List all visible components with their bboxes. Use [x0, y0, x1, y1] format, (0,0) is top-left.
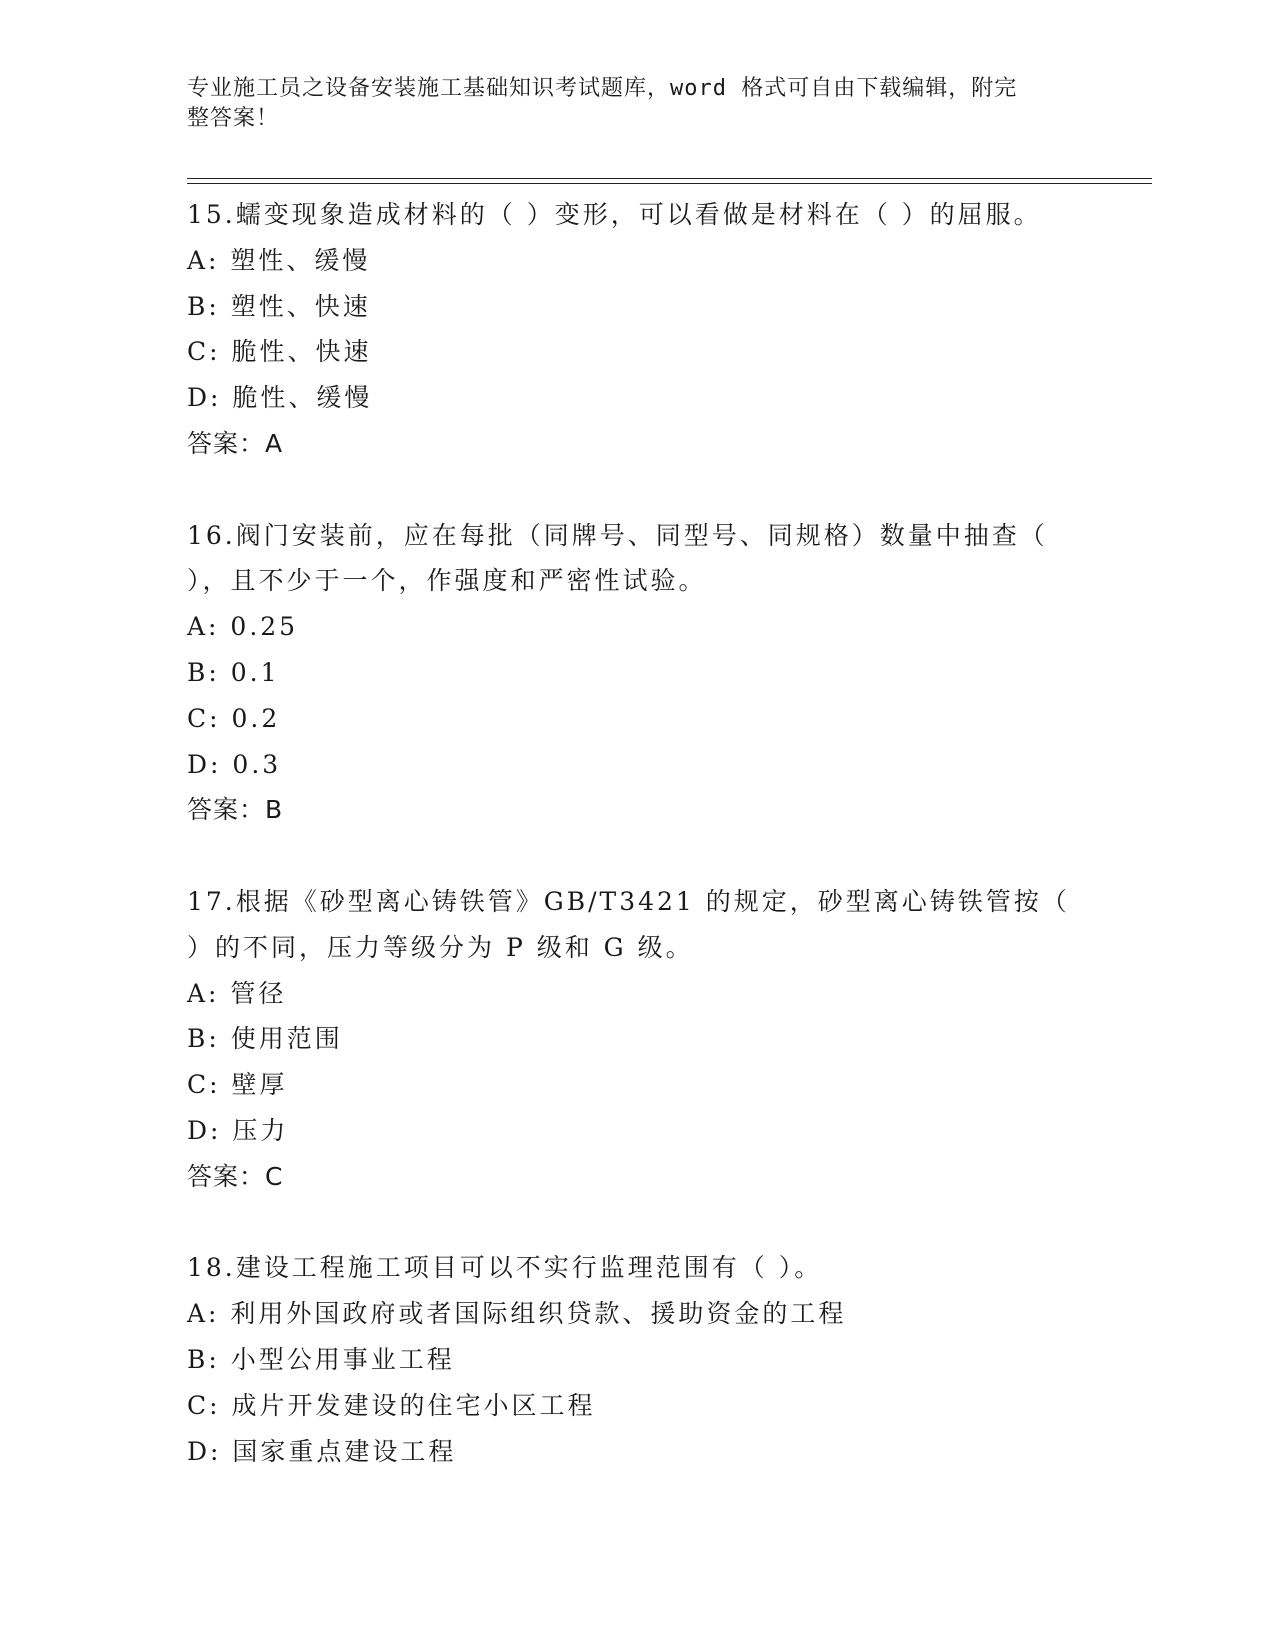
- option-d: D: 压力: [187, 1115, 289, 1145]
- document-header-note: [187, 74, 1077, 134]
- question-list: [187, 192, 1087, 1520]
- option-b: B: 使用范围: [187, 1024, 343, 1054]
- answer-label: 答案：C: [187, 1161, 284, 1191]
- option-b: B: 塑性、快速: [187, 291, 371, 321]
- header-divider-bottom: [187, 183, 1152, 184]
- question-stem: 15.蠕变现象造成材料的（ ）变形，可以看做是材料在（ ）的屈服。: [187, 200, 1042, 229]
- answer-label: 答案：A: [187, 428, 284, 458]
- option-c: C: 壁厚: [187, 1070, 288, 1100]
- option-d: D: 脆性、缓慢: [187, 383, 373, 413]
- question-18: [187, 1245, 1087, 1474]
- header-note-line-2: 整答案！: [187, 106, 280, 131]
- option-a: A: 管径: [187, 978, 287, 1008]
- question-15: [187, 192, 1087, 467]
- question-stem: 17.根据《砂型离心铸铁管》GB/T3421 的规定，砂型离心铸铁管按（: [187, 886, 1070, 916]
- question-stem-continued: ）的不同，压力等级分为 P 级和 G 级。: [187, 932, 694, 962]
- question-16: [187, 513, 1087, 834]
- question-stem: 18.建设工程施工项目可以不实行监理范围有（ ）。: [187, 1253, 823, 1283]
- question-stem-continued: ），且不少于一个，作强度和严密性试验。: [187, 566, 707, 596]
- answer-label: 答案：B: [187, 795, 284, 825]
- option-b: B: 0.1: [187, 657, 280, 687]
- option-d: D: 国家重点建设工程: [187, 1436, 457, 1466]
- option-b: B: 小型公用事业工程: [187, 1344, 455, 1374]
- question-stem: 16.阀门安装前，应在每批（同牌号、同型号、同规格）数量中抽查（: [187, 520, 1048, 550]
- option-a: A: 塑性、缓慢: [187, 245, 371, 275]
- header-divider-top: [187, 178, 1152, 179]
- option-c: C: 0.2: [187, 703, 281, 733]
- option-c: C: 成片开发建设的住宅小区工程: [187, 1390, 596, 1420]
- option-a: A: 利用外国政府或者国际组织贷款、援助资金的工程: [187, 1299, 847, 1329]
- option-d: D: 0.3: [187, 749, 282, 779]
- option-c: C: 脆性、快速: [187, 337, 372, 367]
- option-a: A: 0.25: [187, 612, 299, 642]
- question-17: [187, 879, 1087, 1200]
- header-note-line-1: 专业施工员之设备安装施工基础知识考试题库，word 格式可自由下载编辑，附完: [187, 76, 1018, 101]
